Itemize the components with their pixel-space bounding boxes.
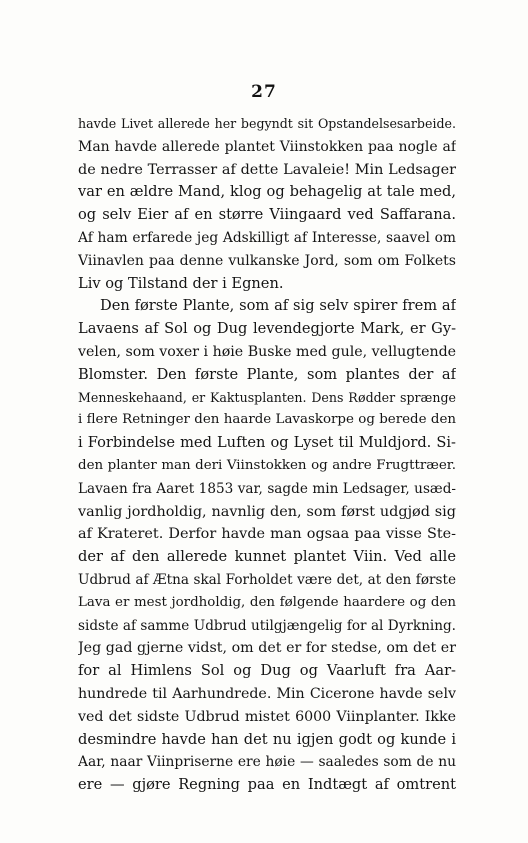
text-line: Af ham erfarede jeg Adskilligt af Interesse, saavel om [78, 229, 456, 246]
text-line: Den første Plante, som af sig selv spirer frem af [100, 297, 456, 315]
text-line: den planter man deri Viinstokken og andre Frugttræer. [78, 457, 456, 473]
text-line: Liv og Tilstand der i Egnen. [78, 274, 284, 292]
page-number: 27 [251, 82, 277, 102]
text-line: i Forbindelse med Luften og Lyset til Muldjord. Si- [78, 434, 456, 452]
text-line: Jeg gad gjerne vidst, om det er for stedse, om det er [78, 640, 456, 657]
text-line: var en ældre Mand, klog og behagelig at tale med, [78, 183, 456, 201]
text-line: Menneskehaand, er Kaktusplanten. Dens Rødder sprænge [78, 389, 456, 405]
text-line: velen, som voxer i høie Buske med gule, vellugtende [78, 343, 456, 360]
text-line: der af den allerede kunnet plantet Viin. Ved alle [78, 548, 456, 566]
text-line: ved det sidste Udbrud mistet 6000 Viinplanter. Ikke [78, 708, 456, 725]
text-line: ere — gjøre Regning paa en Indtægt af omtrent [78, 776, 456, 794]
body-text [78, 113, 456, 797]
text-line: Lavaen fra Aaret 1853 var, sagde min Ledsager, usæd- [78, 480, 456, 497]
text-line: for al Himlens Sol og Dug og Vaarluft fra Aar- [78, 662, 456, 680]
text-line: Lava er mest jordholdig, den følgende haardere og den [78, 594, 456, 610]
text-line: sidste af samme Udbrud utilgjængelig for al Dyrkning. [78, 617, 456, 634]
text-line: havde Livet allerede her begyndt sit Opstandelsesarbeide. [78, 116, 456, 131]
text-line: Viinavlen paa denne vulkanske Jord, som om Folkets [78, 252, 456, 269]
text-line: de nedre Terrasser af dette Lavaleie! Min Ledsager [78, 161, 456, 178]
text-line: Aar, naar Viinpriserne ere høie — saaledes som de nu [78, 754, 456, 771]
text-line: og selv Eier af en større Viingaard ved Saffarana. [78, 206, 456, 224]
text-line: i flere Retninger den haarde Lavaskorpe og berede den [78, 412, 456, 428]
text-line: af Krateret. Derfor havde man ogsaa paa visse Ste- [78, 526, 456, 543]
text-line: vanlig jordholdig, navnlig den, som først udgjød sig [78, 503, 456, 520]
text-line: Blomster. Den første Plante, som plantes der af [78, 365, 456, 383]
text-line: desmindre havde han det nu igjen godt og kunde i [78, 730, 456, 748]
text-line: hundrede til Aarhundrede. Min Cicerone havde selv [78, 685, 456, 702]
text-line: Udbrud af Ætna skal Forholdet være det, at den første [78, 571, 456, 588]
text-line: Man havde allerede plantet Viinstokken paa nogle af [78, 138, 456, 155]
text-line: Lavaens af Sol og Dug levendegjorte Mark, er Gy- [78, 320, 456, 338]
